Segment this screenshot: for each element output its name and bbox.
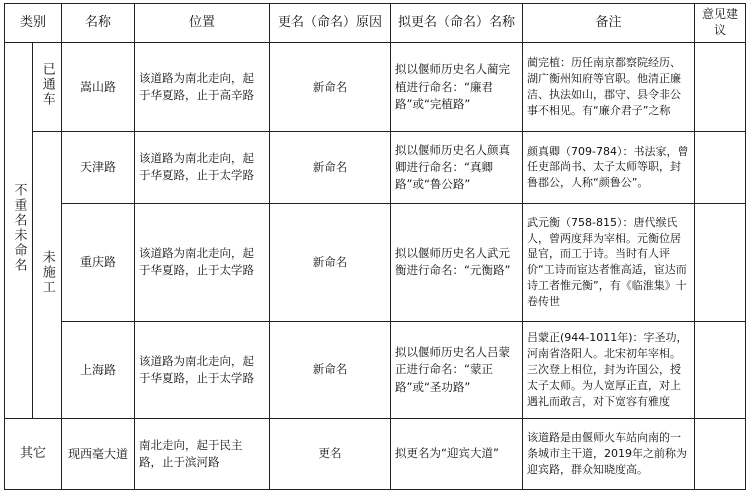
proposed-name: 拟以偃师历史名人颜真卿进行命名：“真卿路”或“鲁公路” bbox=[391, 132, 523, 203]
road-location: 该道路为南北走向，起于华夏路，止于太学路 bbox=[135, 322, 270, 419]
rename-reason: 新命名 bbox=[270, 132, 391, 203]
header-name: 名称 bbox=[62, 4, 135, 43]
rename-reason: 更名 bbox=[270, 418, 391, 489]
rename-reason: 新命名 bbox=[270, 322, 391, 419]
opinion-cell[interactable] bbox=[695, 43, 746, 132]
proposed-name: 拟以偃师历史名人吕蒙正进行命名：“蒙正路”或“圣功路” bbox=[391, 322, 523, 419]
road-naming-table bbox=[4, 3, 746, 490]
opinion-cell[interactable] bbox=[695, 203, 746, 322]
header-category: 类别 bbox=[5, 4, 62, 43]
header-remark: 备注 bbox=[523, 4, 695, 43]
header-proposed-name: 拟更名（命名）名称 bbox=[391, 4, 523, 43]
road-location: 该道路为南北走向，起于华夏路，止于太学路 bbox=[135, 203, 270, 322]
proposed-name: 拟以偃师历史名人武元衡进行命名：“元衡路” bbox=[391, 203, 523, 322]
group-not-duplicate-unnamed bbox=[5, 43, 33, 419]
table-row bbox=[5, 322, 746, 419]
opinion-cell[interactable] bbox=[695, 418, 746, 489]
header-row bbox=[5, 4, 746, 43]
proposed-name: 拟以偃师历史名人蔺完植进行命名：“廉君路”或“完植路” bbox=[391, 43, 523, 132]
group-other: 其它 bbox=[5, 418, 62, 489]
group-label: 不重名未命名 bbox=[11, 182, 27, 273]
remark-text: 该道路是由偃师火车站向南的一条城市主干道，2019年之前称为迎宾路，群众知晓度高。 bbox=[523, 418, 695, 489]
road-name: 重庆路 bbox=[62, 203, 135, 322]
table-row bbox=[5, 418, 746, 489]
table-row bbox=[5, 43, 746, 132]
group-not-built bbox=[33, 132, 62, 418]
subgroup-label: 已通车 bbox=[39, 62, 55, 108]
table-row bbox=[5, 203, 746, 322]
header-reason: 更名（命名）原因 bbox=[270, 4, 391, 43]
road-name: 嵩山路 bbox=[62, 43, 135, 132]
road-name: 现西毫大道 bbox=[62, 418, 135, 489]
opinion-cell[interactable] bbox=[695, 322, 746, 419]
road-name: 天津路 bbox=[62, 132, 135, 203]
road-location: 该道路为南北走向，起于华夏路，止于太学路 bbox=[135, 132, 270, 203]
header-location: 位置 bbox=[135, 4, 270, 43]
remark-text: 武元衡（758-815）：唐代缑氏人，曾两度拜为宰相。元衡位居显官，而工于诗。当时有人评价“工诗而宦达者惟高适，宦达而诗工者惟元衡”，有《临淮集》十卷传世 bbox=[523, 203, 695, 322]
road-location: 南北走向，起于民主路，止于滨河路 bbox=[135, 418, 270, 489]
road-location: 该道路为南北走向，起于华夏路，止于高辛路 bbox=[135, 43, 270, 132]
subgroup-label: 未施工 bbox=[39, 250, 55, 295]
remark-text: 吕蒙正(944-1011年)：字圣功，河南省洛阳人。北宋初年宰相。三次登上相位，封为许国公，授太子太师。为人宽厚正直，对上遇礼而敢言，对下宽容有雅度 bbox=[523, 322, 695, 419]
remark-text: 颜真卿（709-784）：书法家，曾任吏部尚书、太子太师等职，封鲁郡公，人称“颜鲁公”。 bbox=[523, 132, 695, 203]
rename-reason: 新命名 bbox=[270, 43, 391, 132]
proposed-name: 拟更名为“迎宾大道” bbox=[391, 418, 523, 489]
rename-reason: 新命名 bbox=[270, 203, 391, 322]
table-row bbox=[5, 132, 746, 203]
road-name: 上海路 bbox=[62, 322, 135, 419]
group-opened bbox=[33, 43, 62, 132]
opinion-cell[interactable] bbox=[695, 132, 746, 203]
header-opinion: 意见建议 bbox=[695, 4, 746, 43]
remark-text: 蔺完植：历任南京都察院经历、湖广衡州知府等官职。他清正廉洁、执法如山，郡守、县令非公事不相见。有“廉介君子”之称 bbox=[523, 43, 695, 132]
